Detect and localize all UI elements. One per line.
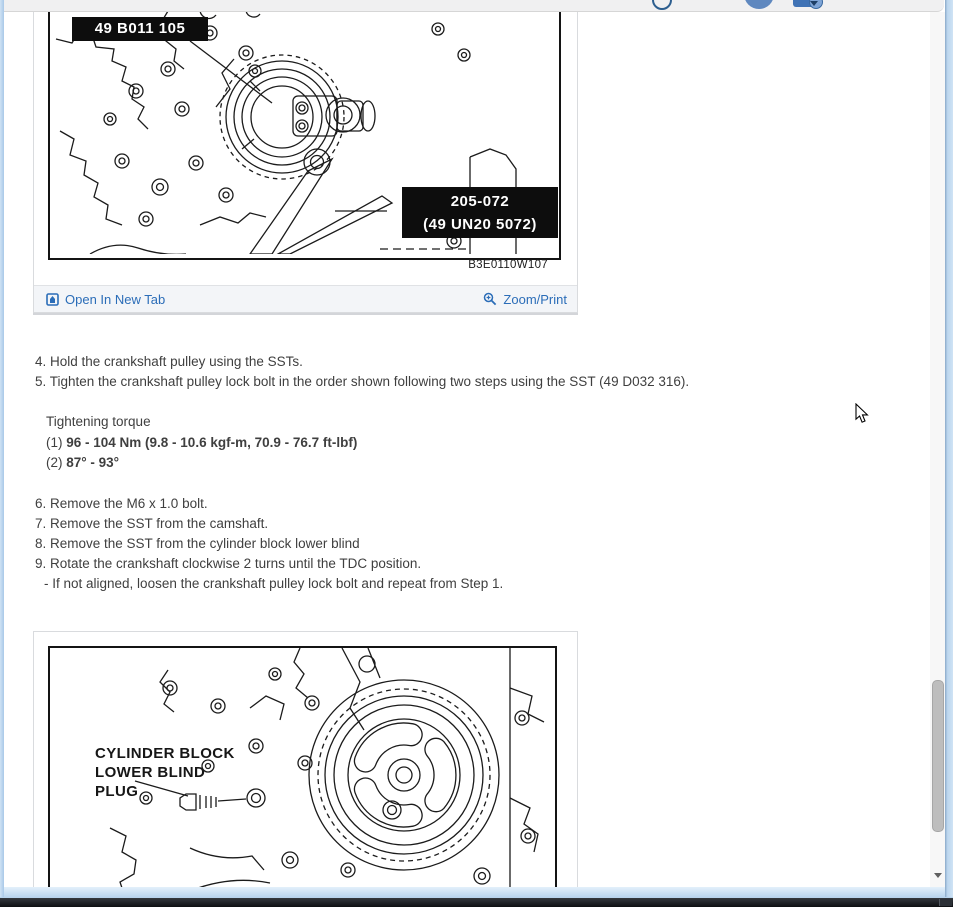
- torque-item-2-value: 87° - 93°: [66, 455, 120, 470]
- chevron-down-icon: [810, 1, 818, 6]
- torque-item-1-value: 96 - 104 Nm (9.8 - 10.6 kgf-m, 70.9 - 76.7 ft-lbf): [66, 434, 358, 450]
- torque-item-1: [46, 433, 357, 454]
- torque-item-1-number: (1): [46, 434, 67, 450]
- browser-toolbar: [0, 0, 944, 12]
- step-9: 9. Rotate the crankshaft clockwise 2 turns until the TDC position.: [35, 556, 422, 571]
- tightening-torque-block: [46, 412, 357, 474]
- mouse-cursor: [855, 403, 869, 429]
- window-border-left: [0, 0, 4, 897]
- steps-6-9: [35, 494, 775, 574]
- tool-number-label: 49 B011 105: [72, 17, 208, 41]
- open-in-new-tab-label: Open In New Tab: [65, 291, 166, 307]
- figure2-image: [48, 646, 557, 898]
- open-in-new-tab-link[interactable]: [46, 292, 165, 307]
- scroll-down-button[interactable]: [930, 868, 945, 883]
- download-icon[interactable]: [793, 0, 820, 7]
- step-8: 8. Remove the SST from the cylinder block lower blind: [35, 536, 360, 551]
- steps-4-5: [35, 352, 775, 392]
- taskbar: [0, 898, 953, 907]
- window-border-right: [945, 0, 953, 897]
- tool-number-label-2: [402, 187, 558, 238]
- figure-card-1: [33, 11, 578, 313]
- step-4: 4. Hold the crankshaft pulley using the SSTs.: [35, 354, 303, 369]
- torque-item-2-number: (2): [46, 455, 67, 470]
- step-7: 7. Remove the SST from the camshaft.: [35, 516, 269, 531]
- figure1-caption: B3E0110W107: [468, 259, 548, 271]
- step-5: 5. Tighten the crankshaft pulley lock bolt in the order shown following two steps using the SST (49 D032 316).: [35, 374, 690, 389]
- tool-number-line2: (49 UN20 5072): [423, 216, 537, 233]
- zoom-print-label: Zoom/Print: [503, 291, 567, 307]
- zoom-print-link[interactable]: [483, 292, 567, 307]
- plug-label-line2: LOWER BLIND: [95, 764, 206, 781]
- vertical-scrollbar[interactable]: [930, 12, 945, 887]
- scrollbar-thumb[interactable]: [932, 680, 944, 832]
- show-desktop-button[interactable]: [939, 899, 952, 906]
- triangle-down-icon: [934, 873, 942, 878]
- torque-title: Tightening torque: [46, 414, 151, 429]
- torque-item-2: [46, 453, 357, 474]
- step-9-note: - If not aligned, loosen the crankshaft pulley lock bolt and repeat from Step 1.: [44, 576, 504, 591]
- search-icon[interactable]: [652, 0, 672, 10]
- magnifier-plus-icon: [483, 292, 497, 306]
- figure-card-2: [33, 631, 578, 889]
- plug-label-line1: CYLINDER BLOCK: [95, 745, 235, 762]
- figure1-image: [48, 11, 561, 260]
- figure1-footer: [34, 285, 577, 312]
- open-in-new-icon: [46, 293, 59, 306]
- plug-label-line3: PLUG: [95, 783, 139, 800]
- step-6: 6. Remove the M6 x 1.0 bolt.: [35, 496, 208, 511]
- avatar-icon[interactable]: [744, 0, 774, 9]
- tool-number-line1: 205-072: [450, 193, 510, 210]
- cylinder-block-plug-label: [95, 744, 235, 801]
- window-border-bottom: [0, 887, 953, 898]
